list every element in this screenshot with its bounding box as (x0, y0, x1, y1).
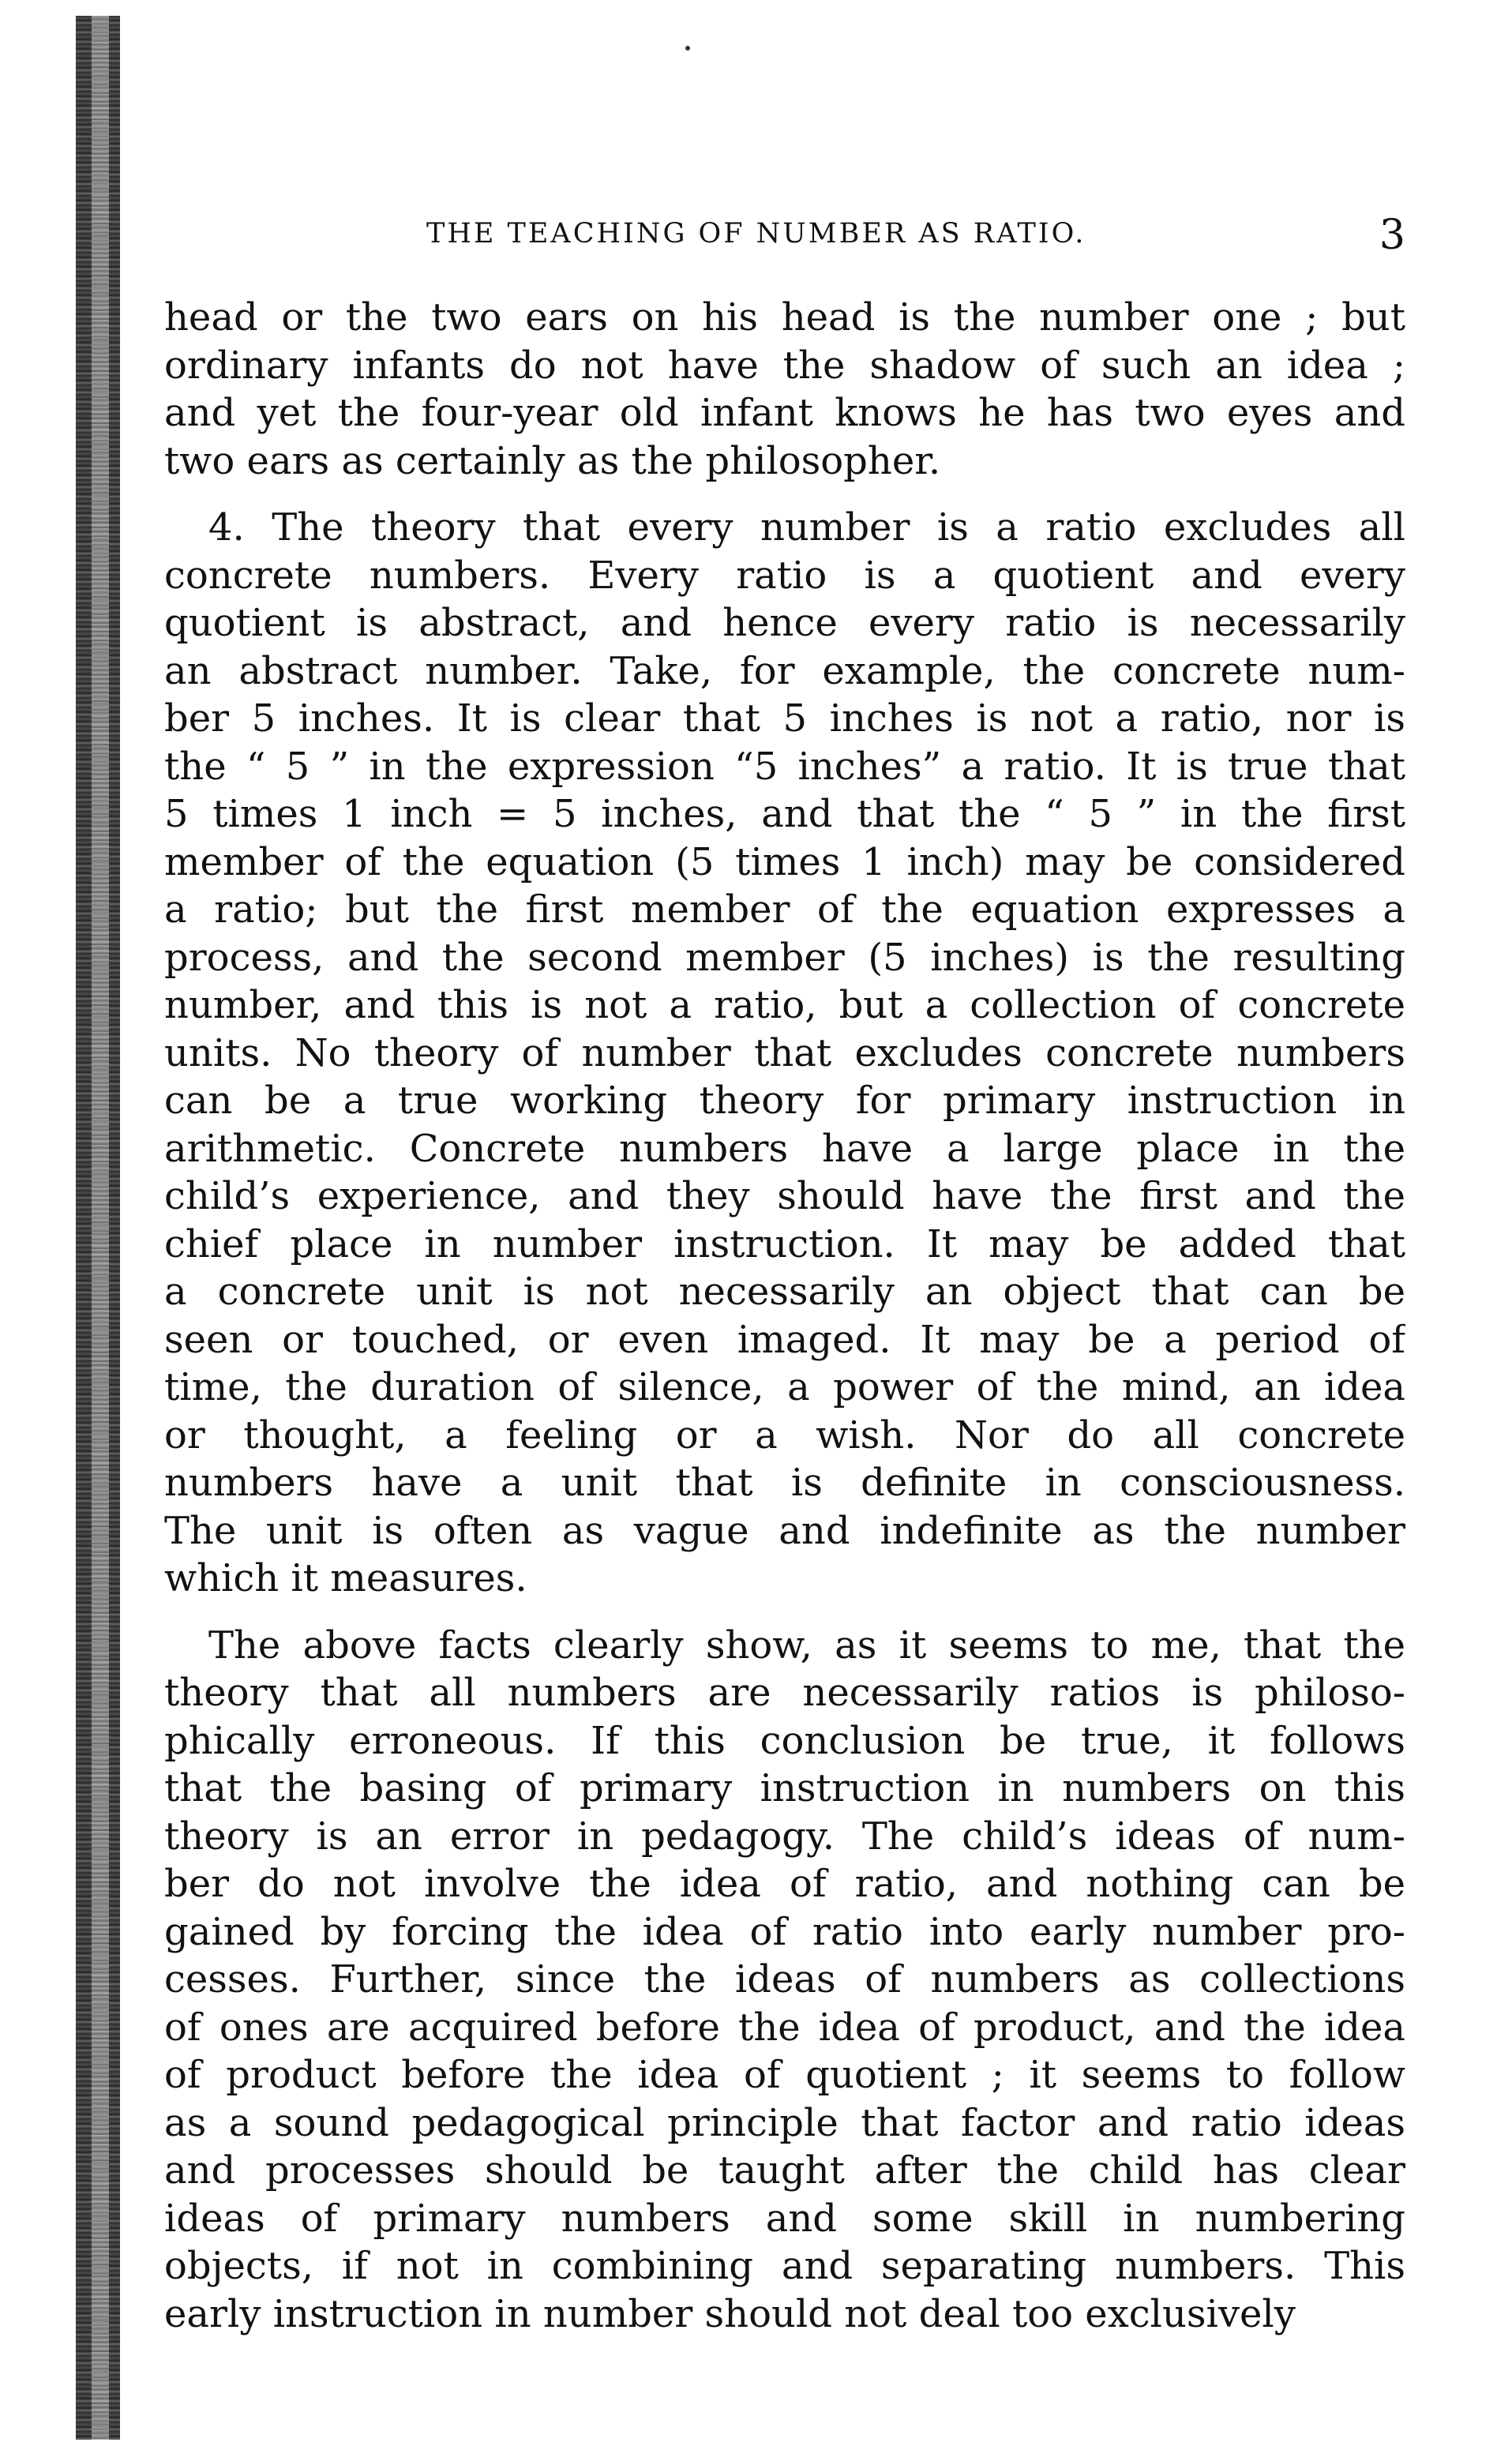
text-line: early instruction in number should not deal too exclusively (164, 2291, 1296, 2336)
text-line: of ones are acquired before the idea of product, and the idea (164, 2005, 1405, 2050)
text-line: theory that all numbers are necessarily ratios is philoso- (164, 1671, 1405, 1715)
paragraph-gap (164, 1603, 1405, 1622)
paragraph (164, 294, 1405, 485)
text-line: cesses. Further, since the ideas of numbers as collections (164, 1957, 1405, 2001)
text-line: gained by forcing the idea of ratio into early number pro- (164, 1909, 1405, 1954)
scan-speck (685, 46, 690, 51)
text-line: arithmetic. Concrete numbers have a large place in the (164, 1126, 1405, 1171)
text-line: ideas of primary numbers and some skill in numbering (164, 2196, 1405, 2241)
text-line: units. No theory of number that excludes concrete numbers (164, 1030, 1405, 1075)
text-line: ordinary infants do not have the shadow of such an idea ; (164, 343, 1405, 388)
text-line: theory is an error in pedagogy. The child’s ideas of num- (164, 1814, 1405, 1859)
text-line: an abstract number. Take, for example, the concrete num- (164, 648, 1405, 693)
text-line: a concrete unit is not necessarily an object that can be (164, 1270, 1405, 1314)
running-head (426, 212, 1405, 265)
text-line: and yet the four-year old infant knows he has two eyes and (164, 391, 1405, 435)
text-line: seen or touched, or even imaged. It may be a period of (164, 1317, 1405, 1362)
text-line: two ears as certainly as the philosopher. (164, 438, 941, 483)
text-line: 4. The theory that every number is a ratio excludes all (208, 505, 1405, 550)
text-line: that the basing of primary instruction in numbers on this (164, 1766, 1405, 1810)
text-line: child’s experience, and they should have the first and the (164, 1174, 1405, 1218)
text-line: ber do not involve the idea of ratio, and nothing can be (164, 1862, 1405, 1906)
text-line: concrete numbers. Every ratio is a quotient and every (164, 553, 1405, 598)
text-line: 5 times 1 inch = 5 inches, and that the “ 5 ” in the first (164, 792, 1405, 836)
text-line: as a sound pedagogical principle that factor and ratio ideas (164, 2100, 1405, 2145)
body-text (164, 294, 1405, 2338)
text-line: time, the duration of silence, a power of the mind, an idea (164, 1365, 1405, 1409)
text-line: The above facts clearly show, as it seems to me, that the (208, 1623, 1405, 1668)
text-line: can be a true working theory for primary instruction in (164, 1079, 1405, 1123)
text-line: head or the two ears on his head is the number one ; but (164, 295, 1405, 340)
text-line: process, and the second member (5 inches) is the resulting (164, 935, 1405, 980)
text-line: member of the equation (5 times 1 inch) may be considered (164, 839, 1405, 884)
text-line: which it measures. (164, 1556, 527, 1600)
text-line: phically erroneous. If this conclusion be true, it follows (164, 1718, 1405, 1763)
running-title: THE TEACHING OF NUMBER AS RATIO. (426, 218, 1086, 249)
paragraph (164, 1622, 1405, 2339)
text-line: the “ 5 ” in the expression “5 inches” a ratio. It is true that (164, 744, 1405, 789)
page-number: 3 (1379, 212, 1405, 259)
text-line: numbers have a unit that is definite in consciousness. (164, 1461, 1405, 1505)
text-line: chief place in number instruction. It may be added that (164, 1221, 1405, 1266)
text-line: quotient is abstract, and hence every ratio is necessarily (164, 601, 1405, 645)
text-line: The unit is often as vague and indefinite as the number (164, 1508, 1405, 1553)
text-line: or thought, a feeling or a wish. Nor do all concrete (164, 1412, 1405, 1457)
paragraph (164, 504, 1405, 1603)
text-line: objects, if not in combining and separating numbers. This (164, 2244, 1405, 2288)
paragraph-gap (164, 485, 1405, 504)
text-line: a ratio; but the first member of the equation expresses a (164, 887, 1405, 932)
text-line: of product before the idea of quotient ; it seems to follow (164, 2053, 1405, 2097)
binding-edge (76, 16, 120, 2440)
text-line: and processes should be taught after the child has clear (164, 2148, 1405, 2193)
text-line: number, and this is not a ratio, but a collection of concrete (164, 983, 1405, 1027)
text-line: ber 5 inches. It is clear that 5 inches is not a ratio, nor is (164, 696, 1405, 741)
